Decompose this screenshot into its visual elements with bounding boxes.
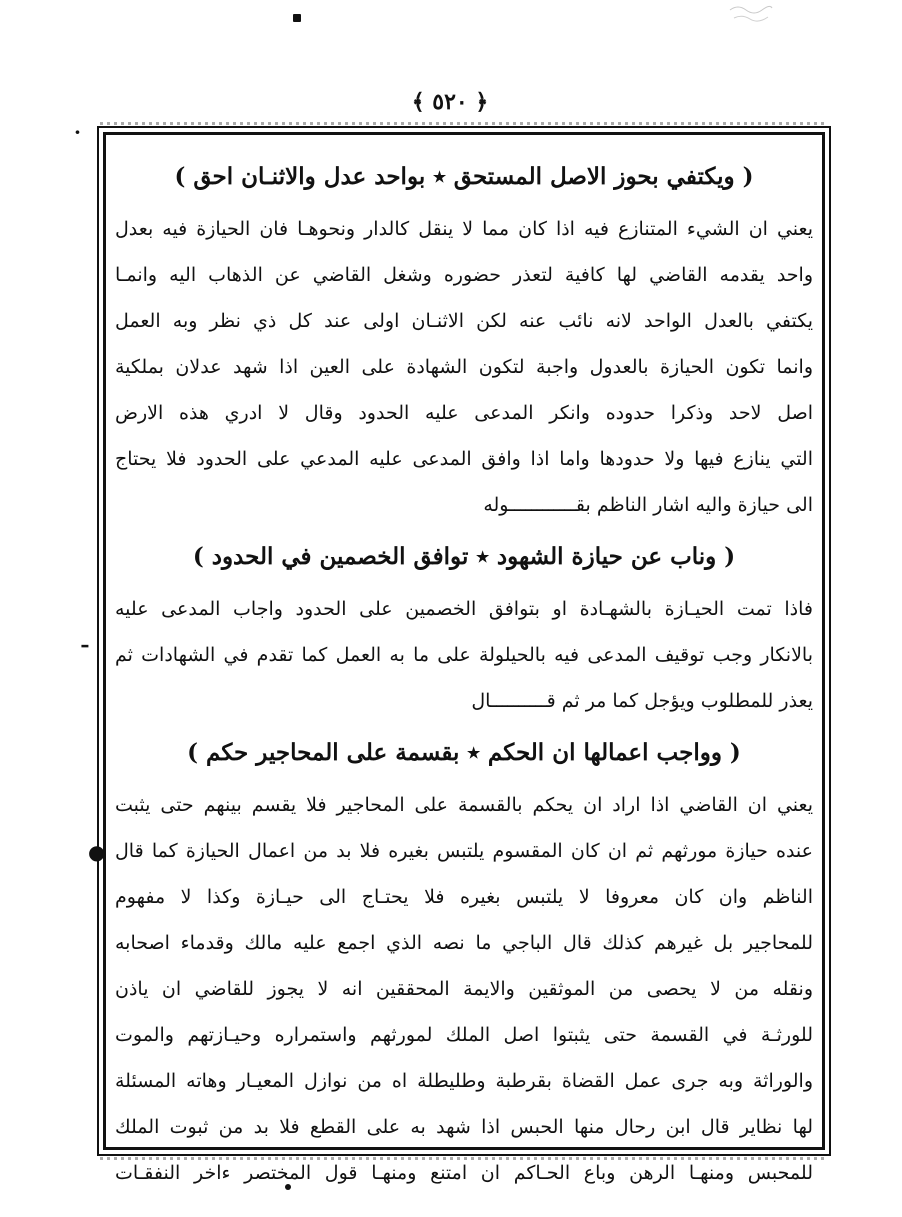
verse-heading: ( وواجب اعمالها ان الحكم ٭ بقسمة على المحاجير حكم ) <box>187 739 741 766</box>
text-line: اصل لاحد وذكرا حدوده وانكر المدعى عليه الحدود وقال لا ادري هذه الارض <box>115 402 813 424</box>
margin-mark: ـ <box>82 628 88 652</box>
page-body <box>115 148 813 1196</box>
text-line: يعني ان الشيء المتنازع فيه اذا كان مما لا ينقل كالدار ونحوهـا فان الحيازة فيه بعدل <box>115 218 813 240</box>
text-line: واحد يقدمه القاضي لها كافية لتعذر حضوره وشغل القاضي عن الذهاب اليه وانمـا <box>115 264 813 286</box>
frame-top-edge <box>100 122 828 125</box>
text-line: وانما تكون الحيازة بالعدول واجبة لتكون الشهادة على العين اذا شهد عدلان بملكية <box>115 356 813 378</box>
ink-dot-top <box>293 14 301 22</box>
text-line: عنده حيازة مورثهم ثم ان كان المقسوم يلتبس بغيره فلا بد من اعمال الحيازة كما قال <box>115 840 813 862</box>
text-line: فاذا تمت الحيـازة بالشهـادة او بتوافق الخصمين على الحدود واجاب المدعى عليه <box>115 598 813 620</box>
text-line: ونقله من لا يحصى من الموثقين والايمة المحققين انه لا يجوز للقاضي ان ياذن <box>115 978 813 1000</box>
text-line: لها نظاير قال ابن رحال منها الحبس اذا شهد به على القطع فلا بد من ثبوت الملك <box>115 1116 813 1138</box>
verse-heading: ( وناب عن حيازة الشهود ٭ توافق الخصمين في الحدود ) <box>192 543 736 570</box>
text-line: الناظم وان كان معروفا لا يلتبس بغيره فلا يحتـاج الى حيـازة وكذا لا مفهوم <box>115 886 813 908</box>
text-line: يعذر للمطلوب ويؤجل كما مر ثم قــــــــــال <box>471 690 813 712</box>
faded-stamp-mark <box>728 2 774 24</box>
margin-mark: ● <box>88 840 106 864</box>
verse-heading: ( ويكتفي بحوز الاصل المستحق ٭ بواحد عدل والاثنـان احق ) <box>174 163 754 190</box>
ink-dot-bottom <box>285 1184 291 1190</box>
text-line: للمحاجير بل غيرهم كذلك قال الباجي ما نصه الذي اجمع عليه مالك وقدماء اصحابه <box>115 932 813 954</box>
text-line: الى حيازة واليه اشار الناظم بقــــــــــــوله <box>483 494 813 516</box>
text-line: يعني ان القاضي اذا اراد ان يحكم بالقسمة على المحاجير فلا يقسم بينهم حتى يثبت <box>115 794 813 816</box>
page-number: ﴿ ٥٢٠ ﴾ <box>411 89 489 115</box>
text-line: للورثـة في القسمة حتى يثبتوا اصل الملك لمورثهم واستمراره وحيـازتهم والموت <box>115 1024 813 1046</box>
text-line: التي ينازع فيها ولا حدودها واما اذا وافق المدعى عليه المدعي على الحدود فلا يحتاج <box>115 448 813 470</box>
text-line: يكتفي بالعدل الواحد لانه نائب عنه لكن الاثنـان اولى عند كل ذي نظر وبه العمل <box>115 310 813 332</box>
margin-mark: · <box>74 120 81 144</box>
text-line: بالانكار وجب توقيف المدعى فيه بالحيلولة على ما به العمل كما تقدم في الشهادات ثم <box>115 644 813 666</box>
text-line: والوراثة وبه جرى عمل القضاة بقرطبة وطليطلة اه من نوازل المعيـار وهاته المسئلة <box>115 1070 813 1092</box>
text-line: للمحبس ومنهـا الرهن وباع الحـاكم ان امتنع ومنهـا قول المختصر ءاخر النفقـات <box>115 1162 813 1184</box>
